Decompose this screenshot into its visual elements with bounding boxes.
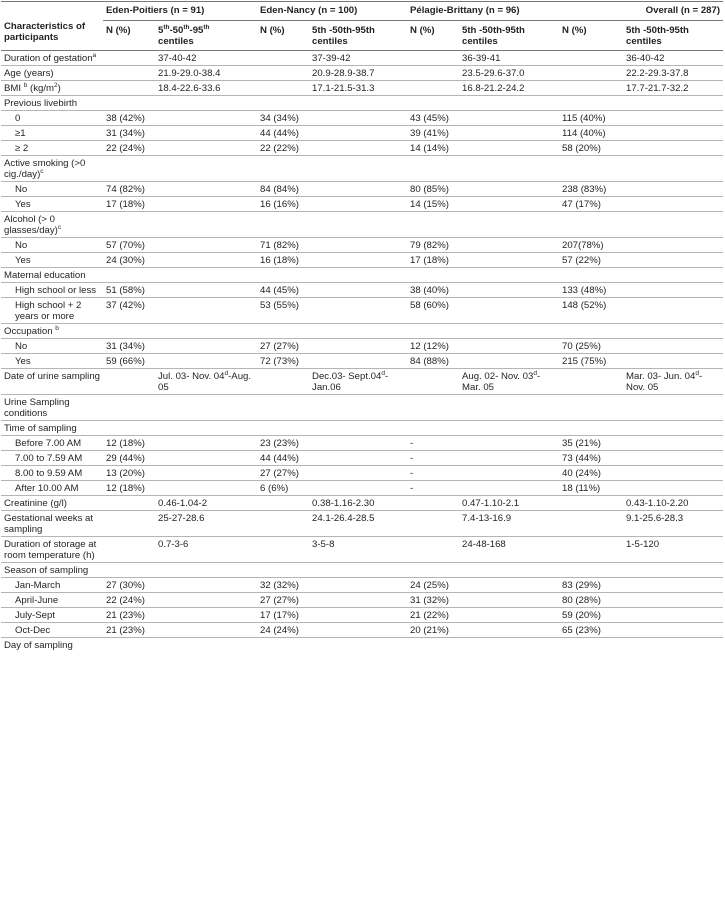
- table-body: [1, 51, 723, 653]
- cell: 27 (30%): [103, 578, 257, 593]
- table-row: [1, 66, 723, 81]
- date-text: Dec.03- Sept.04: [312, 371, 382, 382]
- table-row: [1, 623, 723, 638]
- row-label: April-June: [1, 593, 103, 608]
- cell: 27 (27%): [257, 593, 407, 608]
- section-row: [1, 96, 723, 111]
- participants-table: [1, 1, 723, 652]
- cell: [459, 369, 559, 395]
- section-row: [1, 324, 723, 339]
- cell: [257, 66, 309, 81]
- cell: 24 (25%): [407, 578, 559, 593]
- label-text: (kg/m: [27, 83, 55, 94]
- cell: 215 (75%): [559, 354, 723, 369]
- cell: 71 (82%): [257, 238, 407, 253]
- cell: 84 (84%): [257, 182, 407, 197]
- cell: 114 (40%): [559, 126, 723, 141]
- cell: 38 (40%): [407, 283, 559, 298]
- row-label: 7.00 to 7.59 AM: [1, 451, 103, 466]
- cell: 22 (24%): [103, 593, 257, 608]
- table-row: [1, 141, 723, 156]
- section-label: Maternal education: [1, 268, 103, 283]
- row-label: No: [1, 339, 103, 354]
- cell: 17 (17%): [257, 608, 407, 623]
- centiles-sup: th: [163, 23, 170, 31]
- cell: 0.7-3-6: [155, 537, 257, 563]
- cell: 207(78%): [559, 238, 723, 253]
- cell: 3-5-8: [309, 537, 407, 563]
- cell: 9.1-25.6-28.3: [623, 511, 723, 537]
- cell: 39 (41%): [407, 126, 559, 141]
- cell: 23 (23%): [257, 436, 407, 451]
- table-row: [1, 481, 723, 496]
- cell: 57 (70%): [103, 238, 257, 253]
- row-label: Before 7.00 AM: [1, 436, 103, 451]
- label-text: Active smoking (>0 cig./day): [4, 158, 86, 180]
- footnote-mark: b: [23, 81, 28, 89]
- cell: 238 (83%): [559, 182, 723, 197]
- table-header: [1, 2, 723, 51]
- cell: [103, 496, 155, 511]
- group-header-poitiers: Eden-Poitiers (n = 91): [103, 2, 257, 21]
- cell: 58 (60%): [407, 298, 559, 324]
- table-row: [1, 182, 723, 197]
- row-label: Age (years): [1, 66, 103, 81]
- cell: -: [407, 436, 559, 451]
- table-row: [1, 578, 723, 593]
- footnote-mark: d: [224, 369, 229, 377]
- date-text: Aug. 02- Nov. 03: [462, 371, 534, 382]
- cell: 27 (27%): [257, 339, 407, 354]
- cell: 12 (12%): [407, 339, 559, 354]
- cell: 21 (22%): [407, 608, 559, 623]
- cell: 40 (24%): [559, 466, 723, 481]
- section-label: Urine Sampling conditions: [1, 395, 103, 421]
- cell: [103, 395, 723, 421]
- date-text: -Mar. 05: [462, 371, 541, 393]
- cell: 24.1-26.4-28.5: [309, 511, 407, 537]
- row-label: No: [1, 238, 103, 253]
- footnote-mark: d: [381, 369, 385, 377]
- cell: 17 (18%): [103, 197, 257, 212]
- centiles-text: -95: [189, 25, 204, 36]
- section-row: [1, 421, 723, 436]
- cell: 31 (34%): [103, 126, 257, 141]
- cell: 25-27-28.6: [155, 511, 257, 537]
- date-text: Mar. 03- Jun. 04: [626, 371, 696, 382]
- cell: 58 (20%): [559, 141, 723, 156]
- table-row: [1, 354, 723, 369]
- table-row: [1, 451, 723, 466]
- cell: 22 (24%): [103, 141, 257, 156]
- row-label: After 10.00 AM: [1, 481, 103, 496]
- cell: 47 (17%): [559, 197, 723, 212]
- cell: 59 (20%): [559, 608, 723, 623]
- cell: [155, 369, 257, 395]
- n-header-overall: N (%): [559, 21, 623, 51]
- row-label: [1, 51, 103, 66]
- label-text: Occupation: [4, 326, 56, 337]
- date-text: Jul. 03- Nov. 04: [158, 371, 225, 382]
- cell: 20 (21%): [407, 623, 559, 638]
- cell: [103, 51, 155, 66]
- cell: 43 (45%): [407, 111, 559, 126]
- cell: 21.9-29.0-38.4: [155, 66, 257, 81]
- section-row: [1, 268, 723, 283]
- centiles-header-brittany: 5th -50th-95th centiles: [459, 21, 559, 51]
- section-label: Previous livebirth: [1, 96, 723, 111]
- table-row: [1, 298, 723, 324]
- table-row: [1, 436, 723, 451]
- cell: 12 (18%): [103, 436, 257, 451]
- row-label: Duration of storage at room temperature (h): [1, 537, 103, 563]
- cell: 1-5-120: [623, 537, 723, 563]
- cell: 35 (21%): [559, 436, 723, 451]
- cell: 57 (22%): [559, 253, 723, 268]
- table-row: [1, 369, 723, 395]
- cell: [103, 212, 723, 238]
- cell: 22 (22%): [257, 141, 407, 156]
- cell: 0.46-1.04-2: [155, 496, 257, 511]
- row-label: Yes: [1, 253, 103, 268]
- cell: 16 (16%): [257, 197, 407, 212]
- centiles-header-nancy: 5th -50th-95th centiles: [309, 21, 407, 51]
- label-text: Duration of gestation: [4, 53, 93, 64]
- cell: 80 (28%): [559, 593, 723, 608]
- row-label: High school or less: [1, 283, 103, 298]
- cell: 70 (25%): [559, 339, 723, 354]
- section-label: [1, 324, 723, 339]
- cell: 29 (44%): [103, 451, 257, 466]
- cell: 148 (52%): [559, 298, 723, 324]
- centiles-text: -50: [169, 25, 184, 36]
- cell: 34 (34%): [257, 111, 407, 126]
- label-text: ): [57, 83, 61, 94]
- table-row: [1, 511, 723, 537]
- cell: 38 (42%): [103, 111, 257, 126]
- cell: [103, 369, 155, 395]
- cell: [559, 81, 623, 96]
- section-label: Day of sampling: [4, 640, 73, 651]
- cell: [559, 537, 623, 563]
- section-label: Time of sampling: [1, 421, 103, 436]
- table-row: [1, 126, 723, 141]
- cell: 0.47-1.10-2.1: [459, 496, 559, 511]
- cell: [103, 268, 723, 283]
- cell: 53 (55%): [257, 298, 407, 324]
- cell: 14 (14%): [407, 141, 559, 156]
- footnote-mark: a: [92, 51, 97, 59]
- cell: 27 (27%): [257, 466, 407, 481]
- cell: 17.1-21.5-31.3: [309, 81, 407, 96]
- cell: [257, 511, 309, 537]
- cell: 20.9-28.9-38.7: [309, 66, 407, 81]
- footnote-mark: b: [55, 324, 59, 332]
- cell: 44 (44%): [257, 451, 407, 466]
- row-label: Gestational weeks at sampling: [1, 511, 103, 537]
- date-text: -Nov. 05: [626, 371, 703, 393]
- date-text: -Jan.06: [312, 371, 389, 393]
- cell: 65 (23%): [559, 623, 723, 638]
- cell: 16 (18%): [257, 253, 407, 268]
- row-label: High school + 2 years or more: [1, 298, 103, 324]
- cell: [407, 511, 459, 537]
- cell: [407, 81, 459, 96]
- section-label: Season of sampling: [1, 563, 723, 578]
- footnote-mark: d: [695, 369, 699, 377]
- cell: 36-39-41: [459, 51, 559, 66]
- cell: 31 (32%): [407, 593, 559, 608]
- cell: 24 (24%): [257, 623, 407, 638]
- group-header-nancy: Eden-Nancy (n = 100): [257, 2, 407, 21]
- section-label: [1, 212, 103, 238]
- cell: 84 (88%): [407, 354, 559, 369]
- cell: 0.43-1.10-2.20: [623, 496, 723, 511]
- cell: 133 (48%): [559, 283, 723, 298]
- label-text: BMI: [4, 83, 24, 94]
- cell: 31 (34%): [103, 339, 257, 354]
- cell: 115 (40%): [559, 111, 723, 126]
- group-header-brittany: Pélagie-Brittany (n = 96): [407, 2, 559, 21]
- section-row: [1, 212, 723, 238]
- characteristics-header: Characteristics of participants: [1, 21, 103, 51]
- cell: 36-40-42: [623, 51, 723, 66]
- cell: [559, 66, 623, 81]
- cell: [407, 51, 459, 66]
- row-label: Oct-Dec: [1, 623, 103, 638]
- cell: [257, 51, 309, 66]
- centiles-sup: th: [203, 23, 210, 31]
- cell: 18.4-22.6-33.6: [155, 81, 257, 96]
- cell: 32 (32%): [257, 578, 407, 593]
- cell: 44 (44%): [257, 126, 407, 141]
- cell: [103, 511, 155, 537]
- section-label: [1, 156, 103, 182]
- centiles-sup: th: [183, 23, 190, 31]
- centiles-text: 5: [158, 25, 164, 36]
- row-label: No: [1, 182, 103, 197]
- cell: -: [407, 466, 559, 481]
- cell: 16.8-21.2-24.2: [459, 81, 559, 96]
- cell: 6 (6%): [257, 481, 407, 496]
- centiles-text: centiles: [158, 36, 194, 47]
- section-row: [1, 638, 723, 653]
- row-label: 8.00 to 9.59 AM: [1, 466, 103, 481]
- row-label: Jan-March: [1, 578, 103, 593]
- cell: 21 (23%): [103, 623, 257, 638]
- footnote-mark: c: [40, 167, 44, 175]
- cell: 37-39-42: [309, 51, 407, 66]
- table-row: [1, 593, 723, 608]
- cell: 73 (44%): [559, 451, 723, 466]
- cell: [407, 369, 459, 395]
- cell: [257, 537, 309, 563]
- centiles-header-overall: 5th -50th-95th centiles: [623, 21, 723, 51]
- cell: [623, 369, 723, 395]
- cell: 22.2-29.3-37.8: [623, 66, 723, 81]
- row-label: Yes: [1, 197, 103, 212]
- table-row: [1, 283, 723, 298]
- table-row: [1, 111, 723, 126]
- row-label: Date of urine sampling: [1, 369, 103, 395]
- cell: 21 (23%): [103, 608, 257, 623]
- row-label: [1, 81, 103, 96]
- cell: [559, 369, 623, 395]
- cell: 37-40-42: [155, 51, 257, 66]
- table-row: [1, 466, 723, 481]
- row-label: ≥1: [1, 126, 103, 141]
- row-label: 0: [1, 111, 103, 126]
- section-row: [1, 156, 723, 182]
- cell: 44 (45%): [257, 283, 407, 298]
- table-row: [1, 238, 723, 253]
- label-text: Alcohol (> 0 glasses/day): [4, 214, 58, 236]
- footnote-mark: d: [533, 369, 537, 377]
- n-header-brittany: N (%): [407, 21, 459, 51]
- n-header-nancy: N (%): [257, 21, 309, 51]
- table-row: [1, 253, 723, 268]
- footnote-mark: c: [57, 223, 62, 231]
- cell: 72 (73%): [257, 354, 407, 369]
- superscript: 2: [54, 81, 58, 89]
- cell: [407, 66, 459, 81]
- table-row: [1, 197, 723, 212]
- table-row: [1, 608, 723, 623]
- centiles-header-poitiers: [155, 21, 257, 51]
- cell: [309, 369, 407, 395]
- cell: 83 (29%): [559, 578, 723, 593]
- table-row: [1, 51, 723, 66]
- table-row: [1, 496, 723, 511]
- row-label: Yes: [1, 354, 103, 369]
- cell: 23.5-29.6-37.0: [459, 66, 559, 81]
- row-label: ≥ 2: [1, 141, 103, 156]
- cell: [407, 537, 459, 563]
- header-spacer: [1, 2, 103, 21]
- cell: [257, 81, 309, 96]
- cell: [103, 537, 155, 563]
- group-header-overall: Overall (n = 287): [559, 2, 723, 21]
- cell: 51 (58%): [103, 283, 257, 298]
- cell: [103, 81, 155, 96]
- cell: [257, 369, 309, 395]
- cell: [407, 496, 459, 511]
- table-row: [1, 537, 723, 563]
- cell: 7.4-13-16.9: [459, 511, 559, 537]
- cell: 24 (30%): [103, 253, 257, 268]
- n-header-poitiers: N (%): [103, 21, 155, 51]
- cell: 79 (82%): [407, 238, 559, 253]
- cell: [559, 511, 623, 537]
- cell: -: [407, 481, 559, 496]
- cell: 24-48-168: [459, 537, 559, 563]
- cell: 59 (66%): [103, 354, 257, 369]
- cell: 17 (18%): [407, 253, 559, 268]
- cell: [559, 51, 623, 66]
- cell: 12 (18%): [103, 481, 257, 496]
- section-row: [1, 563, 723, 578]
- cell: 80 (85%): [407, 182, 559, 197]
- cell: 17.7-21.7-32.2: [623, 81, 723, 96]
- cell: [103, 156, 723, 182]
- cell: [103, 421, 723, 436]
- table-row: [1, 81, 723, 96]
- cell: -: [407, 451, 559, 466]
- cell: 37 (42%): [103, 298, 257, 324]
- cell: [257, 496, 309, 511]
- cell: 13 (20%): [103, 466, 257, 481]
- cell: [559, 496, 623, 511]
- cell: 18 (11%): [559, 481, 723, 496]
- row-label: Creatinine (g/l): [1, 496, 103, 511]
- cell: 74 (82%): [103, 182, 257, 197]
- table-row: [1, 339, 723, 354]
- date-text: -Aug. 05: [158, 371, 252, 393]
- section-row: [1, 395, 723, 421]
- cell: [103, 66, 155, 81]
- row-label: July-Sept: [1, 608, 103, 623]
- cell: 14 (15%): [407, 197, 559, 212]
- cell: 0.38-1.16-2.30: [309, 496, 407, 511]
